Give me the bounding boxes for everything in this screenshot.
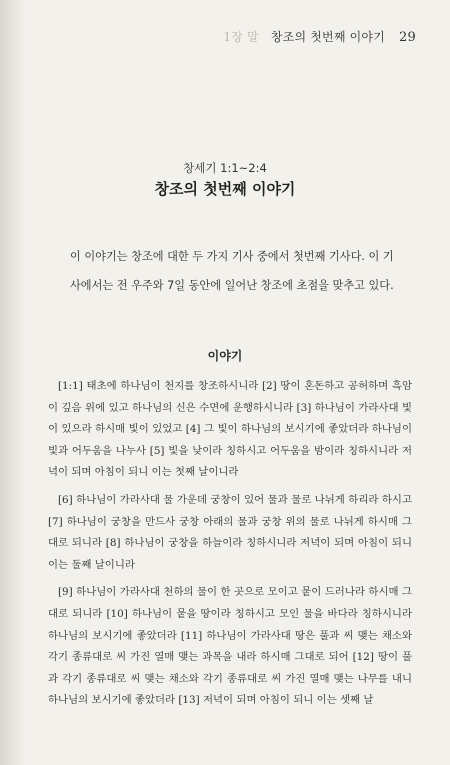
story-section-title: 이야기 (207, 349, 243, 363)
intro-paragraph: 이 이야기는 창조에 대한 두 가지 기사 중에서 첫번째 기사다. 이 기사에서는 전 우주와 7일 동안에 일어난 창조에 초점을 맞추고 있다. (70, 250, 394, 292)
running-header-part: 1장 말 (223, 30, 259, 44)
story-paragraph: [6] 하나님이 가라사대 물 가운데 궁창이 있어 물과 물로 나뉘게 하리라 하시고 [7] 하나님이 궁창을 만드사 궁창 아래의 물과 궁창 위의 물로 나뉘게 하시매 그대로 되니라 [8] 하나님이 궁창을 하늘이라 칭하시니라 저녁이 되며 아침이 되니 이는 둘째 날이니라 (48, 493, 412, 571)
running-header (223, 28, 416, 45)
page-gutter-shadow (0, 0, 26, 765)
story-paragraph: [1:1] 태초에 하나님이 천지를 창조하시니라 [2] 땅이 혼돈하고 공허하며 흑암이 깊음 위에 있고 하나님의 신은 수면에 운행하시니라 [3] 하나님이 가라사대 빛이 있으라 하시매 빛이 있었고 [4] 그 빛이 하나님의 보시기에 좋았더라 하나님이 빛과 어두움을 나누사 [5] 빛을 낮이라 칭하시고 어두움을 밤이라 칭하시니라 저녁이 되며 아침이 되니 이는 첫째 날이니라 (48, 380, 412, 479)
story-body (48, 376, 412, 718)
scripture-reference: 창세기 1:1~2:4 (183, 161, 267, 175)
story-paragraph: [9] 하나님이 가라사대 천하의 물이 한 곳으로 모이고 뭍이 드러나라 하시매 그대로 되니라 [10] 하나님이 뭍을 땅이라 칭하시고 모인 물을 바다라 칭하시니라 하나님의 보시기에 좋았더라 [11] 하나님이 가라사대 땅은 풀과 씨 맺는 채소와 각기 종류대로 씨 가진 열매 맺는 과목을 내라 하시매 그대로 되어 [12] 땅이 풀과 각기 종류대로 씨 맺는 채소와 각기 종류대로 씨 가진 열매 맺는 나무를 내니 하나님의 보시기에 좋았더라 [13] 저녁이 되며 아침이 되니 이는 셋째 날 (48, 586, 412, 707)
passage-title: 창조의 첫번째 이야기 (154, 180, 296, 198)
running-header-title: 창조의 첫번째 이야기 (270, 30, 386, 44)
page-number: 29 (399, 30, 416, 45)
